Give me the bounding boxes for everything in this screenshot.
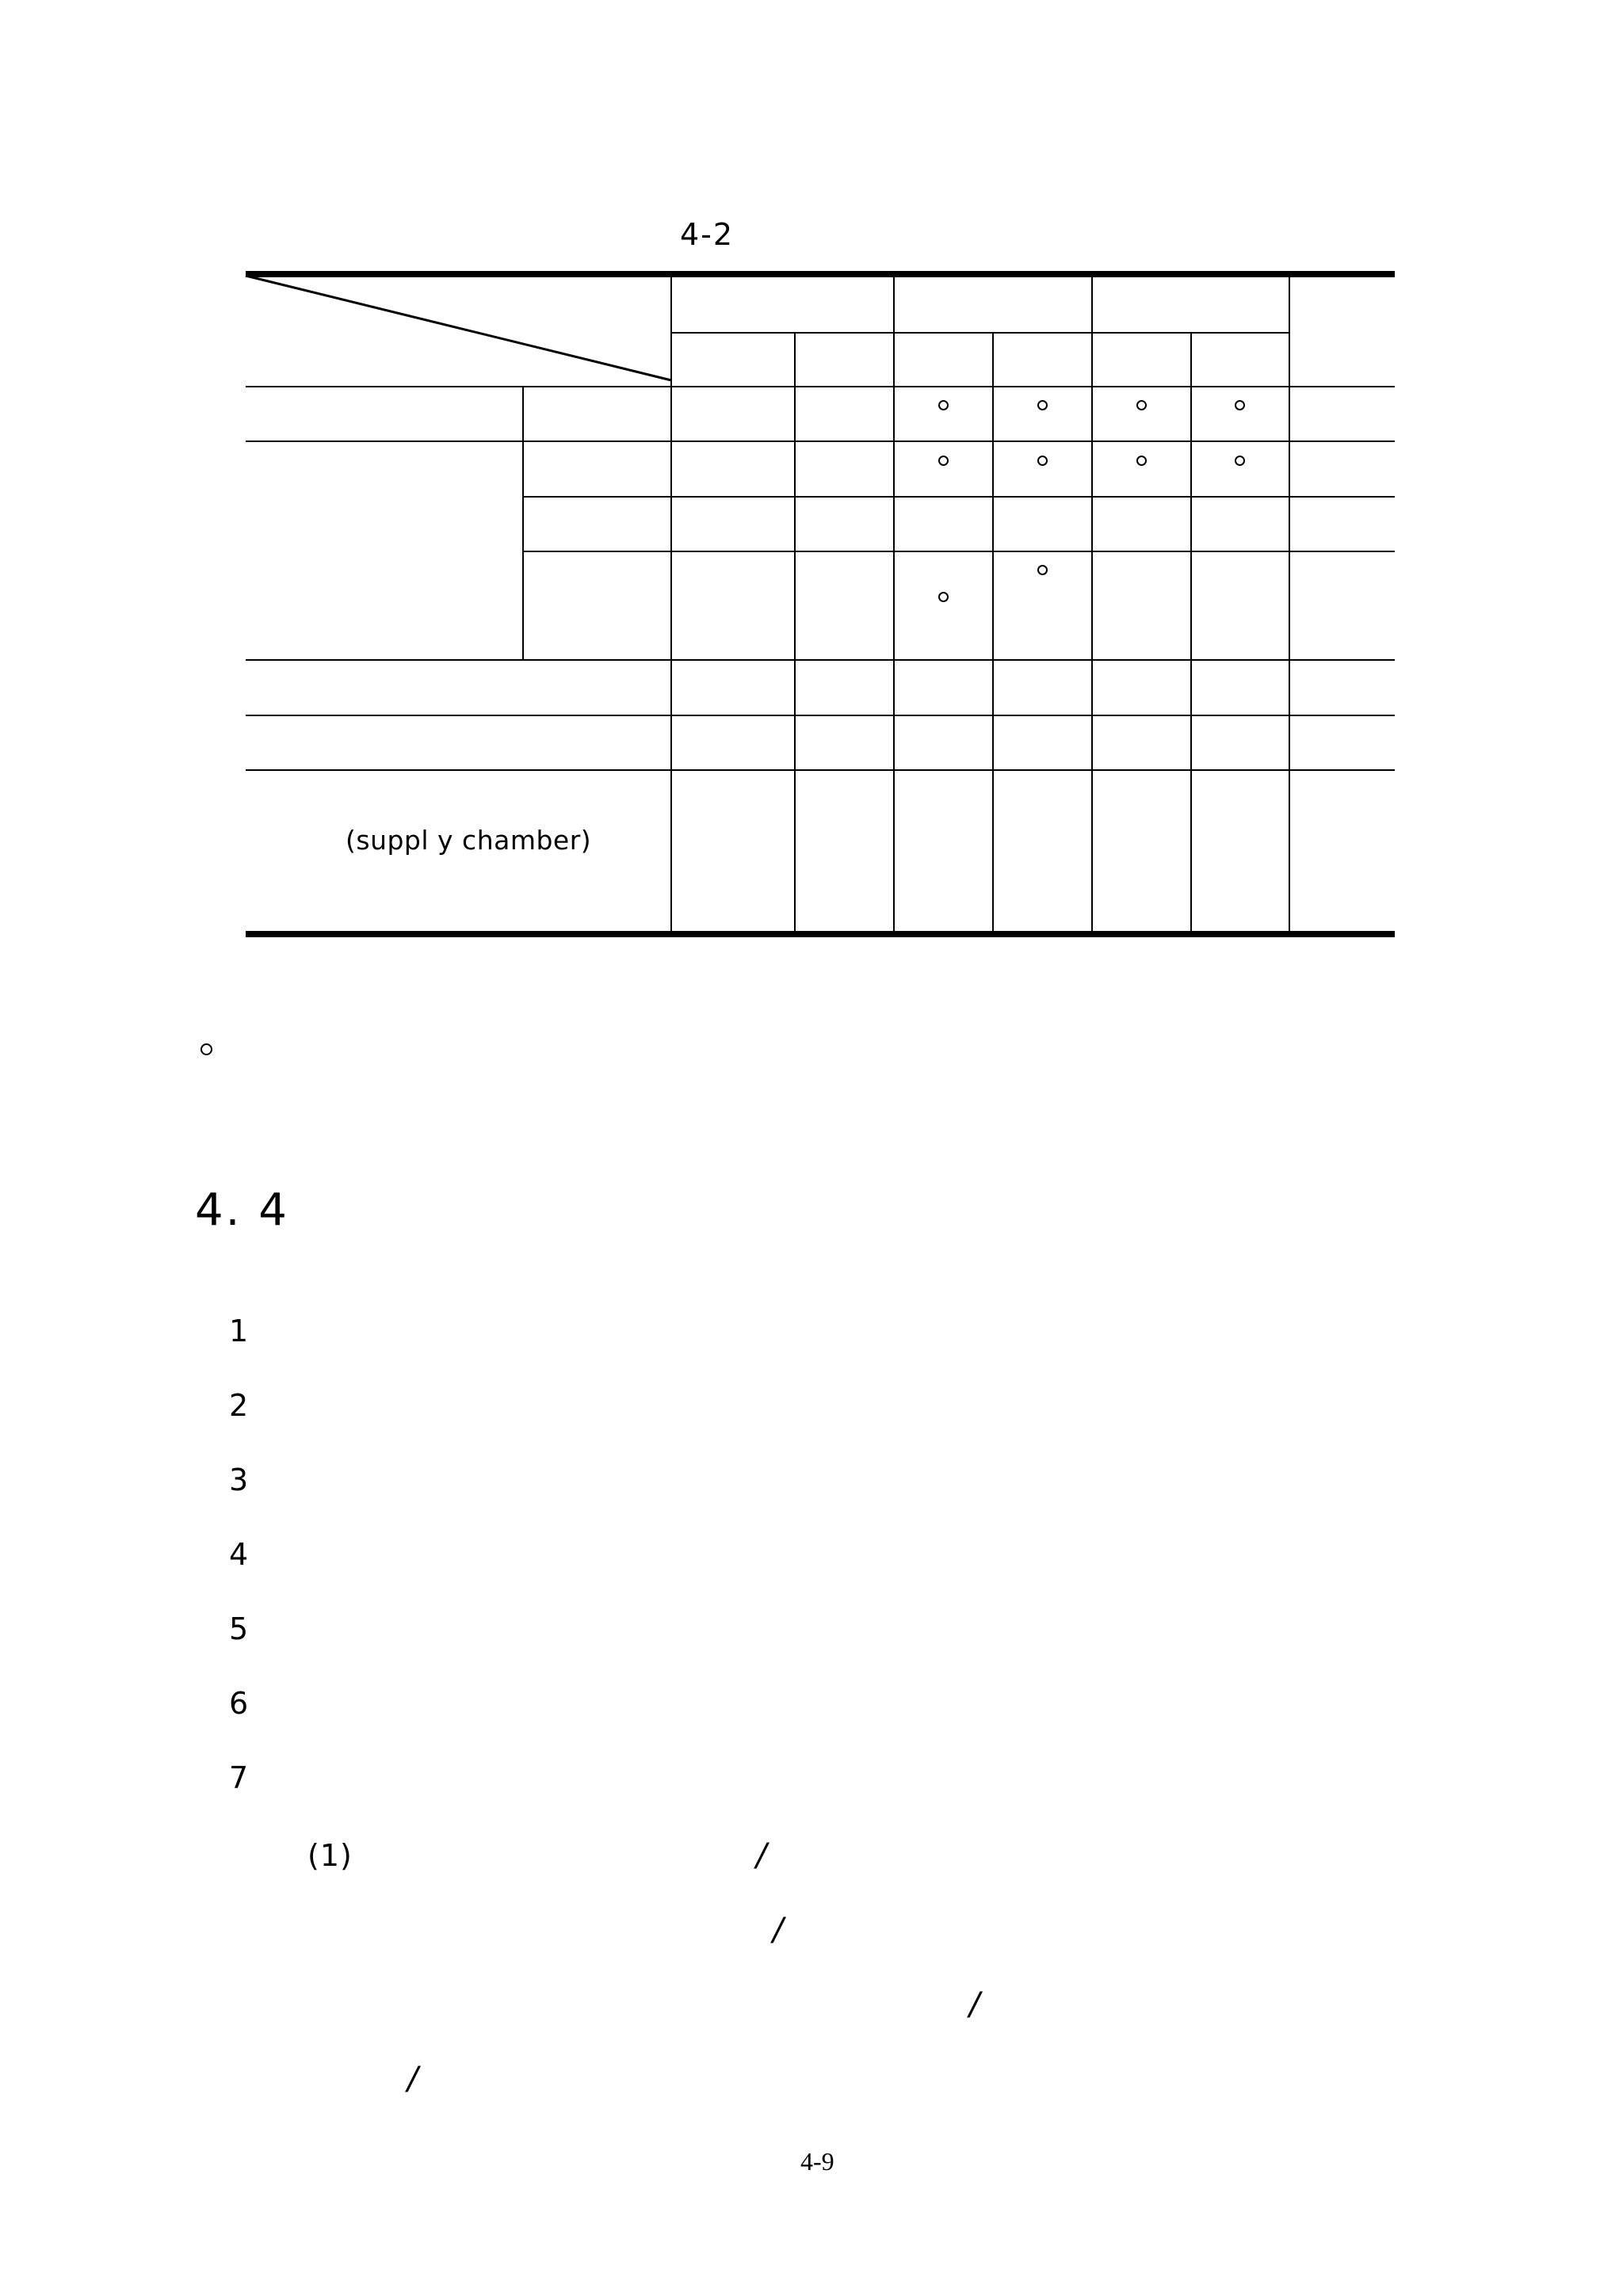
supply-chamber-label: (suppl y chamber) xyxy=(346,825,592,856)
list-item-number: 7 xyxy=(229,1760,249,1795)
section-heading: 4. 4 xyxy=(195,1184,289,1236)
cell-circle-mark xyxy=(1037,456,1048,466)
list-item-number: 6 xyxy=(229,1686,249,1721)
slash-mark: / xyxy=(407,2061,418,2097)
table-caption: 4-2 xyxy=(680,217,735,252)
cell-circle-mark xyxy=(1136,456,1147,466)
cell-circle-mark xyxy=(938,400,949,410)
slash-mark: / xyxy=(756,1837,767,1874)
cell-circle-mark xyxy=(1235,456,1245,466)
cell-circle-mark xyxy=(938,592,949,602)
cell-circle-mark xyxy=(1037,565,1048,575)
list-item-number: 5 xyxy=(229,1611,249,1646)
cell-circle-mark xyxy=(938,456,949,466)
sub-item-number: (1) xyxy=(307,1838,353,1873)
slash-mark: / xyxy=(773,1912,784,1948)
note-circle-icon xyxy=(200,1043,212,1055)
slash-mark: / xyxy=(969,1986,980,2023)
page-number: 4-9 xyxy=(800,2147,834,2176)
list-item-number: 1 xyxy=(229,1314,249,1348)
list-item-number: 4 xyxy=(229,1537,249,1572)
header-diagonal xyxy=(246,276,671,380)
cell-circle-mark xyxy=(1136,400,1147,410)
cell-circle-mark xyxy=(1235,400,1245,410)
list-item-number: 3 xyxy=(229,1463,249,1497)
cell-circle-mark xyxy=(1037,400,1048,410)
list-item-number: 2 xyxy=(229,1388,249,1423)
